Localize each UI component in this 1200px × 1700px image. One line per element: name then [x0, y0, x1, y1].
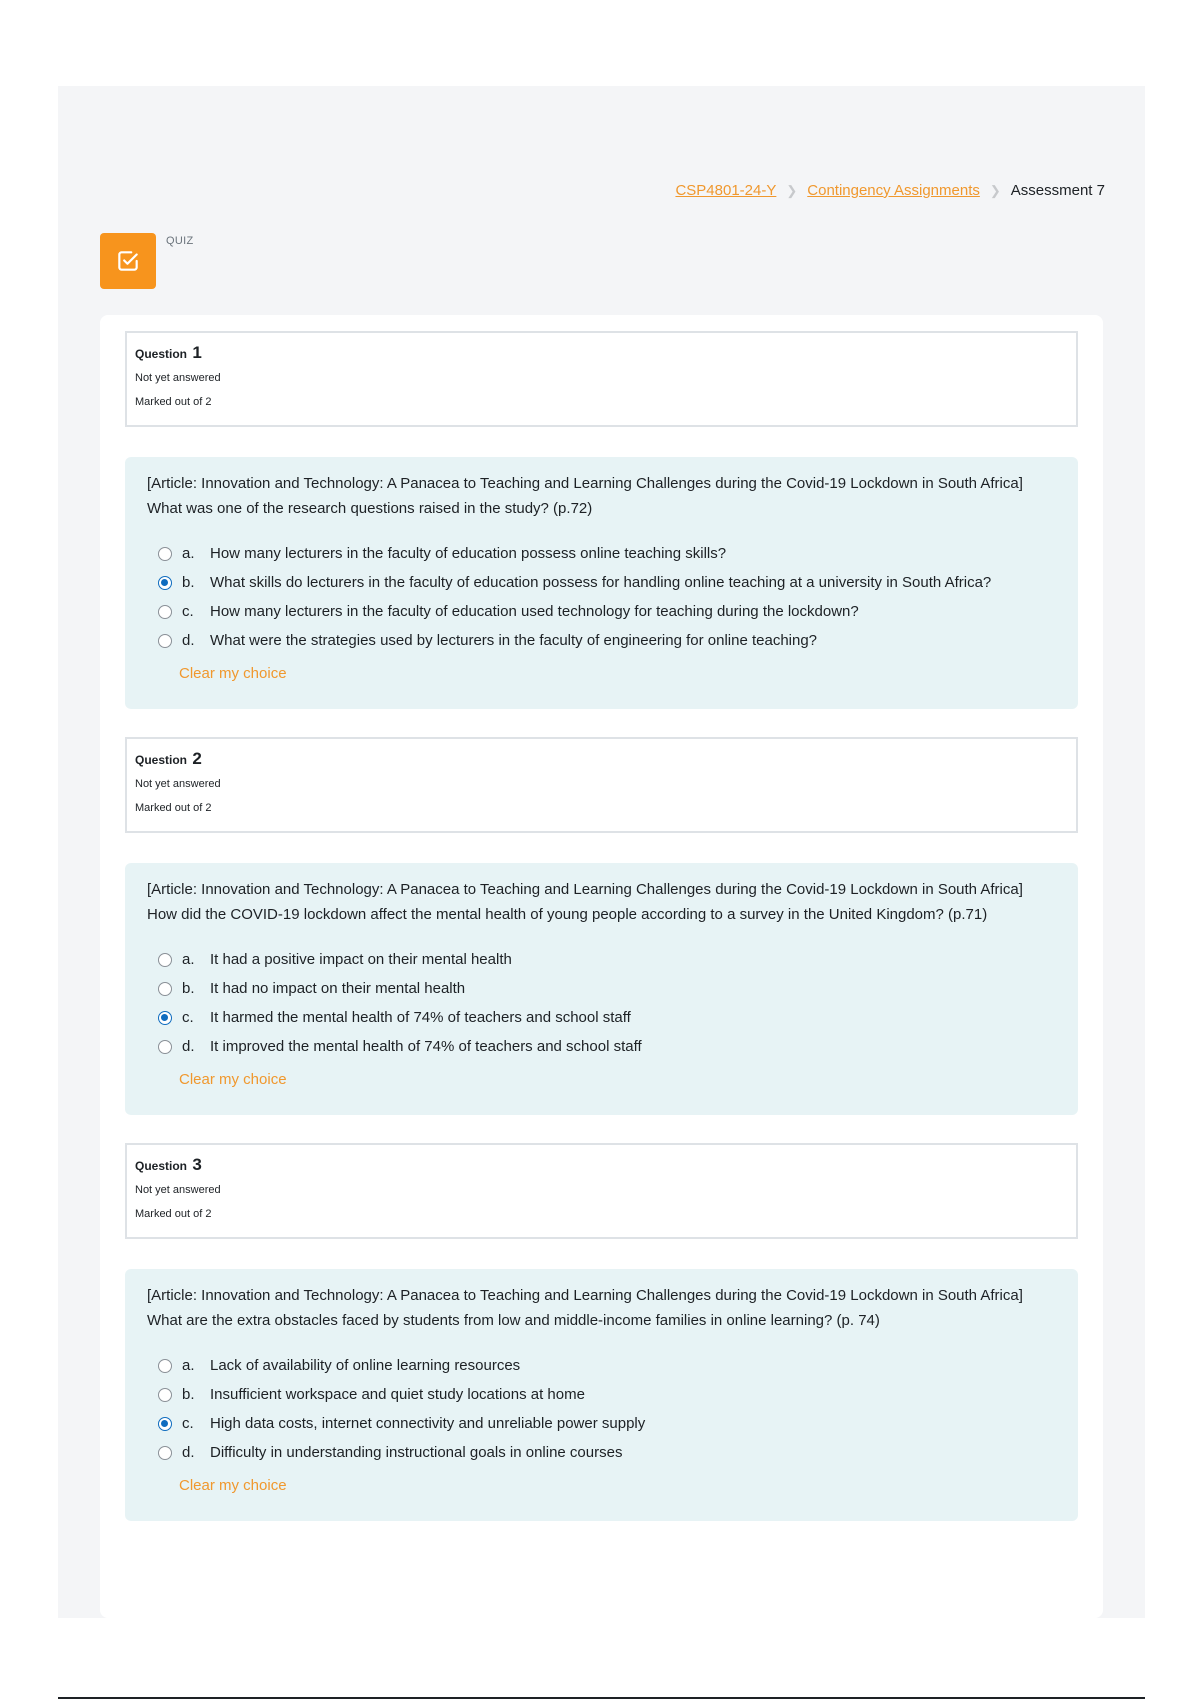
- question-grade: Marked out of 2: [135, 1208, 212, 1220]
- question-number: Question 2: [135, 749, 202, 768]
- activity-header: [100, 233, 193, 289]
- question-text: [Article: Innovation and Technology: A Panacea to Teaching and Learning Challenges during the Covid-19 Lockdown in South Africa] What are the extra obstacles faced by students from low and middle-income families in online learning? (p. 74): [147, 1287, 1023, 1329]
- question-grade: Marked out of 2: [135, 396, 212, 408]
- answer-letter: b.: [182, 574, 195, 591]
- question-text: [Article: Innovation and Technology: A Panacea to Teaching and Learning Challenges during the Covid-19 Lockdown in South Africa] How did the COVID-19 lockdown affect the mental health of young people according to a survey in the United Kingdom? (p.71): [147, 881, 1023, 923]
- breadcrumb-link-section[interactable]: Contingency Assignments: [807, 182, 980, 199]
- radio-button[interactable]: [158, 576, 172, 590]
- answer-list: [147, 539, 1056, 655]
- answer-list: [147, 1351, 1056, 1467]
- answer-text: What skills do lecturers in the faculty of education possess for handling online teaching at a university in South Africa?: [210, 574, 992, 591]
- answer-text: It improved the mental health of 74% of teachers and school staff: [210, 1038, 642, 1055]
- answer-text: Insufficient workspace and quiet study locations at home: [210, 1386, 585, 1403]
- question-info: [125, 1143, 1078, 1239]
- answer-option[interactable]: [147, 974, 1056, 1003]
- answer-text: It had no impact on their mental health: [210, 980, 466, 997]
- chevron-right-icon: ❯: [786, 182, 798, 198]
- answer-option[interactable]: [147, 1438, 1056, 1467]
- breadcrumb-link-course[interactable]: CSP4801-24-Y: [675, 182, 777, 199]
- answer-letter: c.: [182, 603, 194, 620]
- clear-choice-link[interactable]: Clear my choice: [179, 1477, 287, 1494]
- answer-text: How many lecturers in the faculty of education used technology for teaching during the lockdown?: [210, 603, 859, 620]
- radio-button[interactable]: [158, 1011, 172, 1025]
- answer-letter: d.: [182, 632, 195, 649]
- answer-letter: a.: [182, 1357, 195, 1374]
- answer-letter: b.: [182, 980, 195, 997]
- question-content: [125, 457, 1078, 709]
- answer-text: What were the strategies used by lecturers in the faculty of engineering for online teaching?: [210, 632, 818, 649]
- radio-button[interactable]: [158, 1040, 172, 1054]
- footer-rule: [58, 1697, 1145, 1699]
- radio-button[interactable]: [158, 1446, 172, 1460]
- radio-button[interactable]: [158, 634, 172, 648]
- answer-letter: d.: [182, 1038, 195, 1055]
- quiz-panel: [100, 315, 1103, 1618]
- question-text: [Article: Innovation and Technology: A Panacea to Teaching and Learning Challenges during the Covid-19 Lockdown in South Africa] What was one of the research questions raised in the study? (p.72): [147, 475, 1023, 517]
- activity-type-label: QUIZ: [166, 235, 194, 247]
- answer-list: [147, 945, 1056, 1061]
- radio-button[interactable]: [158, 982, 172, 996]
- answer-option[interactable]: [147, 626, 1056, 655]
- answer-letter: a.: [182, 951, 195, 968]
- answer-letter: c.: [182, 1009, 194, 1026]
- answer-option[interactable]: [147, 597, 1056, 626]
- answer-text: Difficulty in understanding instructional goals in online courses: [210, 1444, 623, 1461]
- radio-button[interactable]: [158, 1388, 172, 1402]
- answer-letter: b.: [182, 1386, 195, 1403]
- radio-button[interactable]: [158, 605, 172, 619]
- quiz-check-icon: [100, 233, 156, 289]
- answer-text: It harmed the mental health of 74% of teachers and school staff: [210, 1009, 631, 1026]
- answer-text: High data costs, internet connectivity and unreliable power supply: [210, 1415, 646, 1432]
- answer-text: How many lecturers in the faculty of education possess online teaching skills?: [210, 545, 727, 562]
- question-state: Not yet answered: [135, 778, 221, 790]
- answer-text: Lack of availability of online learning resources: [210, 1357, 521, 1374]
- question-state: Not yet answered: [135, 372, 221, 384]
- answer-option[interactable]: [147, 568, 1056, 597]
- radio-button[interactable]: [158, 953, 172, 967]
- radio-button[interactable]: [158, 547, 172, 561]
- question-grade: Marked out of 2: [135, 802, 212, 814]
- answer-option[interactable]: [147, 1380, 1056, 1409]
- question-state: Not yet answered: [135, 1184, 221, 1196]
- radio-button[interactable]: [158, 1359, 172, 1373]
- chevron-right-icon: ❯: [989, 182, 1001, 198]
- question-content: [125, 863, 1078, 1115]
- breadcrumb: [675, 182, 1105, 199]
- answer-option[interactable]: [147, 945, 1056, 974]
- answer-option[interactable]: [147, 1003, 1056, 1032]
- answer-option[interactable]: [147, 1032, 1056, 1061]
- question-3: [125, 1143, 1078, 1521]
- question-2: [125, 737, 1078, 1115]
- question-1: [125, 331, 1078, 709]
- question-number: Question 3: [135, 1155, 202, 1174]
- page-frame: [58, 86, 1145, 1618]
- question-info: [125, 737, 1078, 833]
- answer-letter: c.: [182, 1415, 194, 1432]
- question-number: Question 1: [135, 343, 202, 362]
- breadcrumb-current: Assessment 7: [1010, 182, 1105, 199]
- question-content: [125, 1269, 1078, 1521]
- clear-choice-link[interactable]: Clear my choice: [179, 665, 287, 682]
- question-info: [125, 331, 1078, 427]
- answer-option[interactable]: [147, 1409, 1056, 1438]
- answer-text: It had a positive impact on their mental health: [210, 951, 512, 968]
- answer-option[interactable]: [147, 539, 1056, 568]
- clear-choice-link[interactable]: Clear my choice: [179, 1071, 287, 1088]
- answer-letter: a.: [182, 545, 195, 562]
- radio-button[interactable]: [158, 1417, 172, 1431]
- answer-letter: d.: [182, 1444, 195, 1461]
- answer-option[interactable]: [147, 1351, 1056, 1380]
